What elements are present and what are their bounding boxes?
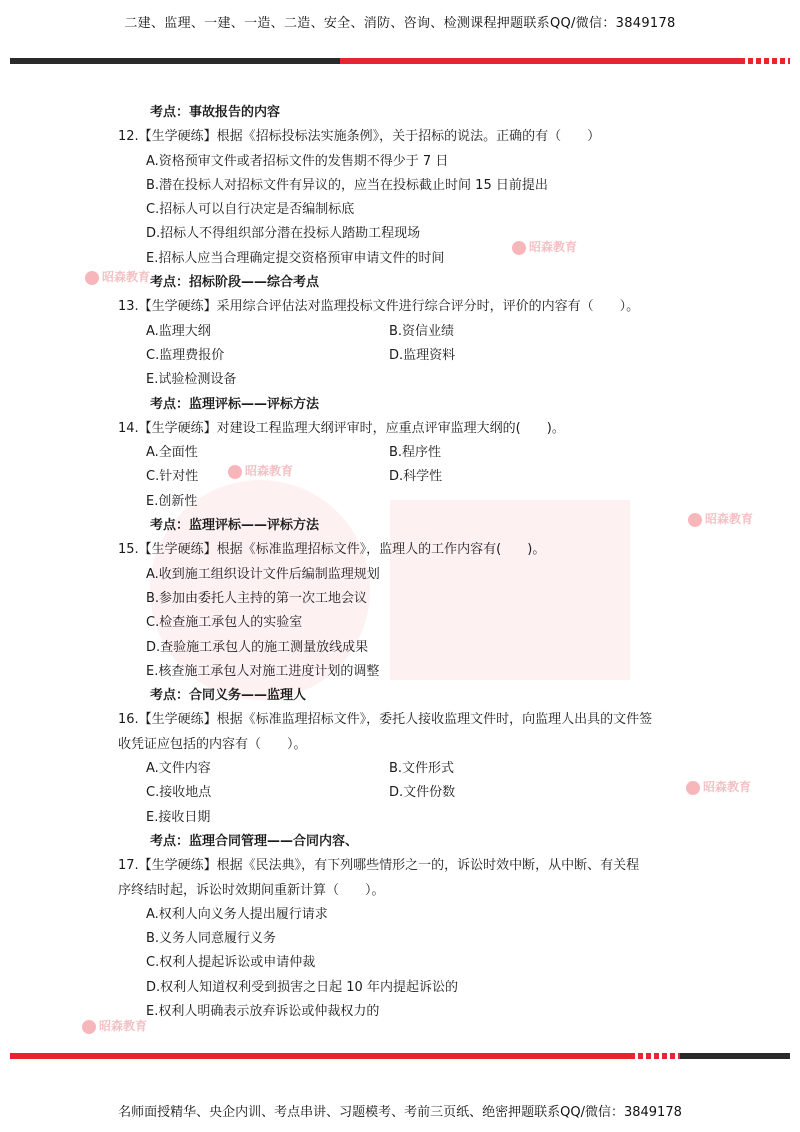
option-text: D.查验施工承包人的施工测量放线成果	[146, 639, 369, 655]
header-divider	[10, 58, 790, 64]
option-text: B.程序性	[389, 445, 442, 461]
question-stem: 14.【生学硬练】对建设工程监理大纲评审时，应重点评审监理大纲的( )。	[118, 420, 565, 436]
exam-point: 考点：招标阶段——综合考点	[150, 275, 320, 291]
question-stem-continued: 序终结时起，诉讼时效期间重新计算（ ）。	[118, 882, 385, 898]
option-row	[118, 781, 698, 805]
exam-point: 考点：监理评标——评标方法	[150, 396, 320, 412]
question-content	[118, 101, 698, 1024]
option-row	[118, 344, 698, 368]
option-text: E.核查施工承包人对施工进度计划的调整	[146, 663, 380, 679]
watermark-badge: 昭森教育	[228, 462, 293, 479]
option-text: E.接收日期	[146, 809, 211, 825]
page-footer: 名师面授精华、央企内训、考点串讲、习题模考、考前三页纸、绝密押题联系QQ/微信：3849178	[118, 1105, 682, 1120]
option-row	[118, 465, 698, 489]
option-text: D.文件份数	[389, 785, 456, 801]
question-stem: 17.【生学硬练】根据《民法典》，有下列哪些情形之一的，诉讼时效中断，从中断、有关程	[118, 858, 640, 874]
watermark-badge: 昭森教育	[688, 510, 753, 527]
option-text: D.招标人不得组织部分潜在投标人踏勘工程现场	[146, 226, 421, 242]
option-text: A.资格预审文件或者招标文件的发售期不得少于 7 日	[146, 153, 449, 169]
option-text: A.权利人向义务人提出履行请求	[146, 906, 328, 922]
option-text: A.收到施工组织设计文件后编制监理规划	[146, 566, 380, 582]
page-header: 二建、监理、一建、一造、二造、安全、消防、咨询、检测课程押题联系QQ/微信：3849178	[124, 16, 676, 31]
question-stem: 16.【生学硬练】根据《标准监理招标文件》，委托人接收监理文件时，向监理人出具的文件签	[118, 712, 653, 728]
option-text: C.接收地点	[146, 785, 212, 801]
exam-point: 考点：监理合同管理——合同内容、	[150, 833, 359, 849]
watermark-badge: 昭森教育	[85, 268, 150, 285]
question-stem-continued: 收凭证应包括的内容有（ ）。	[118, 736, 307, 752]
option-text: D.科学性	[389, 469, 443, 485]
option-text: C.检查施工承包人的实验室	[146, 615, 303, 631]
watermark-badge: 昭森教育	[82, 1017, 147, 1034]
option-text: E.创新性	[146, 493, 198, 509]
watermark-badge: 昭森教育	[686, 778, 751, 795]
option-row	[118, 320, 698, 344]
option-text: A.全面性	[146, 445, 198, 461]
watermark-badge: 昭森教育	[512, 238, 577, 255]
option-row	[118, 441, 698, 465]
option-text: B.潜在投标人对招标文件有异议的，应当在投标截止时间 15 日前提出	[146, 177, 548, 193]
option-text: B.义务人同意履行义务	[146, 931, 277, 947]
question-stem: 13.【生学硬练】采用综合评估法对监理投标文件进行综合评分时，评价的内容有（ ）。	[118, 299, 640, 315]
option-text: A.监理大纲	[146, 323, 211, 339]
option-text: D.权利人知道权利受到损害之日起 10 年内提起诉讼的	[146, 979, 458, 995]
option-text: C.针对性	[146, 469, 199, 485]
option-text: E.招标人应当合理确定提交资格预审申请文件的时间	[146, 250, 445, 266]
option-text: B.参加由委托人主持的第一次工地会议	[146, 590, 368, 606]
option-text: E.试验检测设备	[146, 372, 237, 388]
question-stem: 15.【生学硬练】根据《标准监理招标文件》，监理人的工作内容有( )。	[118, 542, 546, 558]
exam-point: 考点：事故报告的内容	[150, 105, 281, 120]
footer-divider	[10, 1053, 790, 1059]
option-text: C.招标人可以自行决定是否编制标底	[146, 202, 355, 218]
option-row	[118, 757, 698, 781]
option-text: C.监理费报价	[146, 347, 225, 363]
option-text: E.权利人明确表示放弃诉讼或仲裁权力的	[146, 1003, 380, 1019]
option-text: C.权利人提起诉讼或申请仲裁	[146, 955, 316, 971]
exam-point: 考点：合同义务——监理人	[150, 688, 307, 704]
question-stem: 12.【生学硬练】根据《招标投标法实施条例》，关于招标的说法。正确的有（ ）	[118, 129, 601, 145]
option-text: B.资信业绩	[389, 323, 455, 339]
exam-point: 考点：监理评标——评标方法	[150, 518, 320, 534]
option-text: A.文件内容	[146, 761, 211, 777]
option-text: D.监理资料	[389, 347, 456, 363]
option-text: B.文件形式	[389, 761, 455, 777]
